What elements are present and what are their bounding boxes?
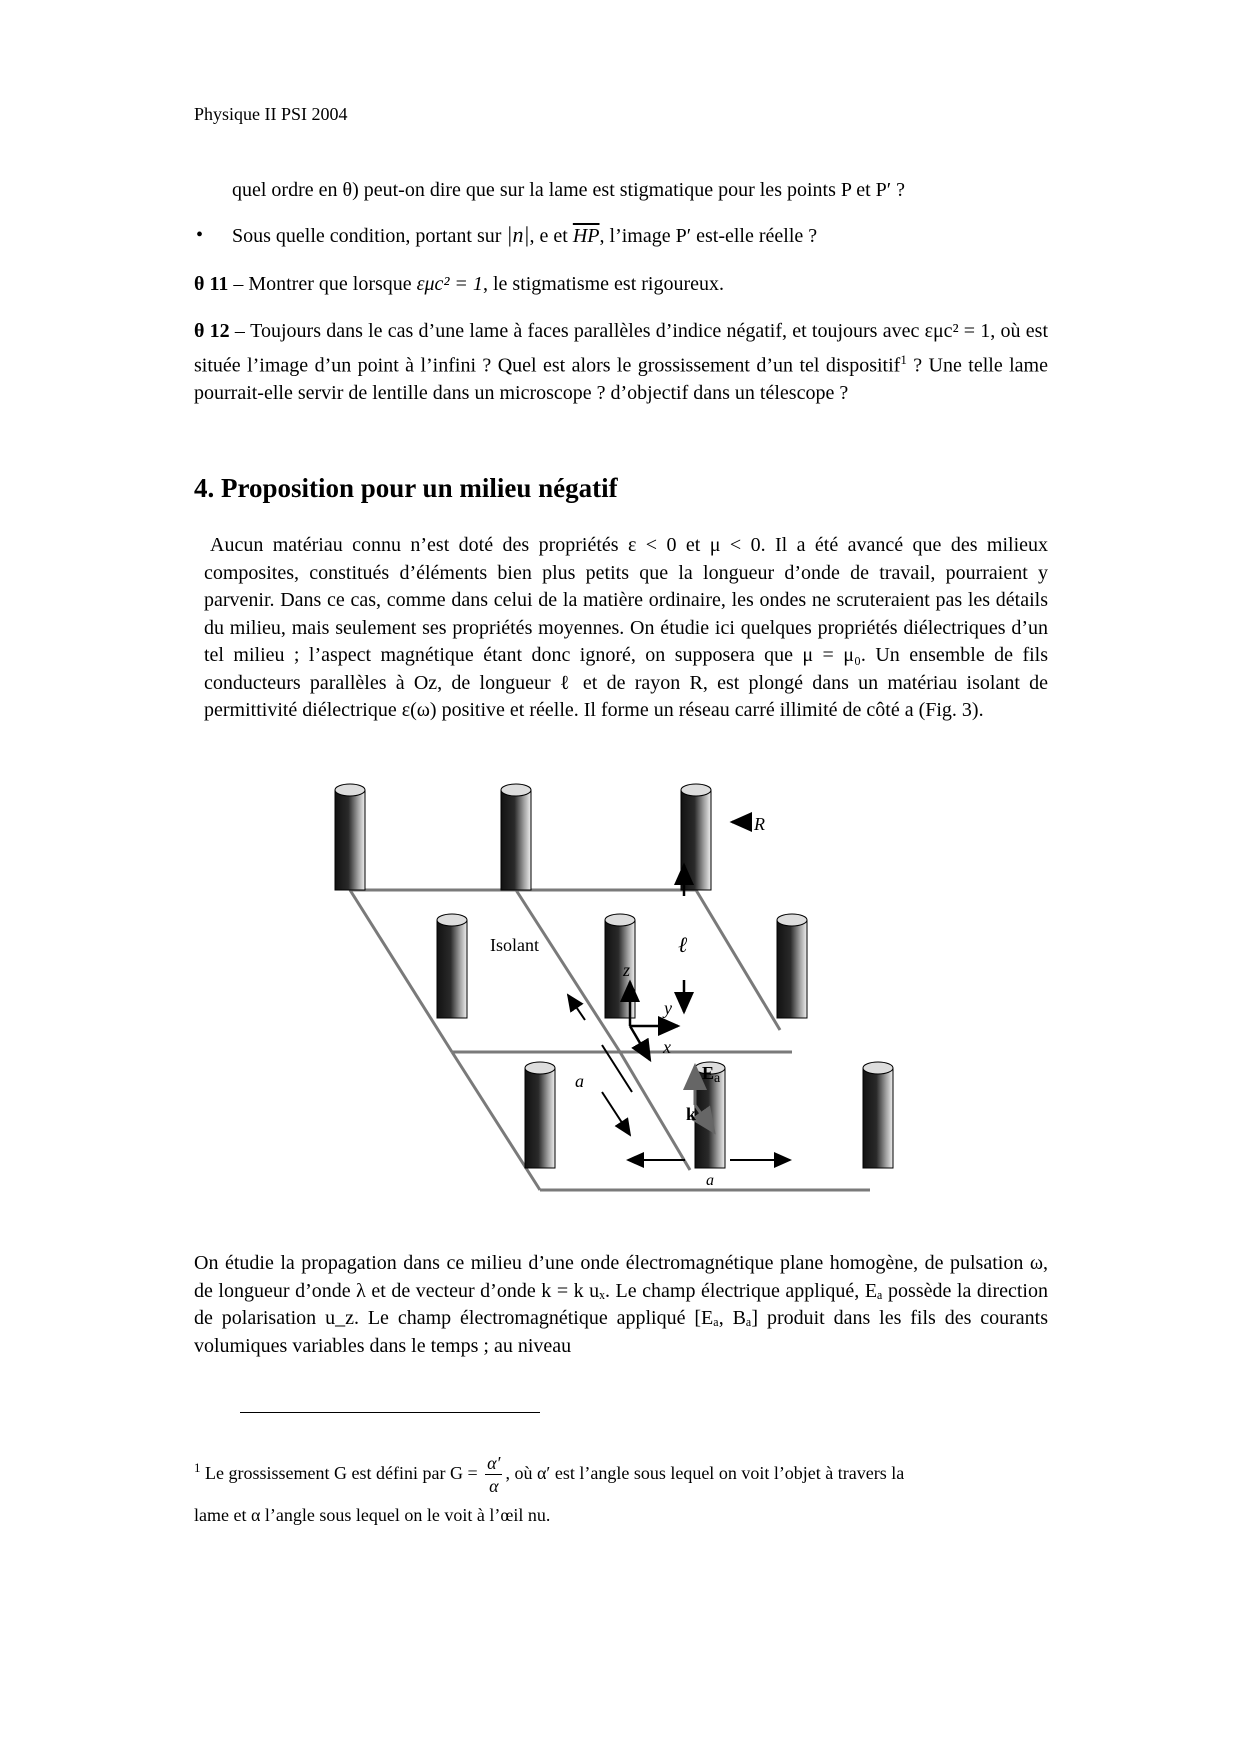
- wire: [525, 1062, 555, 1168]
- wire: [335, 784, 365, 890]
- footnote-line2: lame et α l’angle sous lequel on le voit à l’œil nu.: [194, 1505, 551, 1525]
- a-label-bottom: a: [706, 1172, 714, 1189]
- running-header: Physique II PSI 2004: [194, 104, 348, 124]
- wire: [681, 784, 711, 890]
- l-label: ℓ: [678, 932, 688, 957]
- footnote: $^1$ Le grossissement G est défini par G = $\frac{\alpha'}{\alpha}$ , où α′ est l’angle sous lequel on voit l’objet à travers la: [194, 1453, 905, 1497]
- isolant-label: Isolant: [490, 935, 539, 955]
- ea-label: Ea: [702, 1063, 721, 1086]
- footnote-rule: [240, 1412, 540, 1413]
- wire: [501, 784, 531, 890]
- question-12: θ 12 – Toujours dans le cas d’une lame à faces parallèles d’indice négatif, et toujours avec εμc² = 1, où est située l’image d’un point à l’infini ? Quel est alors le grossissement d’un tel dispositif$^1$ ? Une telle lame pourrait-elle servir de lentille dans un microscope ? d’objectif dans un télescope ?: [194, 320, 1048, 404]
- section-title: 4. Proposition pour un milieu négatif: [194, 473, 618, 503]
- figure-wire-lattice: [330, 770, 910, 1200]
- wire: [863, 1062, 893, 1168]
- segment-hp: $\overline{HP}$: [572, 225, 600, 247]
- continuation-line: quel ordre en θ) peut-on dire que sur la lame est stigmatique pour les points P et P′ ?: [232, 179, 906, 201]
- footnote-ref: 1: [900, 351, 907, 367]
- wire: [777, 914, 807, 1018]
- x-axis-label: x: [663, 1037, 671, 1057]
- bullet-marker: •: [196, 224, 204, 246]
- a-label-diagonal: a: [575, 1071, 584, 1091]
- abs-n: |n|: [506, 222, 530, 247]
- wire: [437, 914, 467, 1018]
- r-label: R: [754, 814, 765, 834]
- intro-paragraph: Aucun matériau connu n’est doté des propriétés ε < 0 et μ < 0. Il a été avancé que des milieux composites, constitués d’éléments bien plus petits que la longueur d’onde de travail, pourraient y parvenir. Dans ce cas, comme dans celui de la matière ordinaire, les ondes ne scruteraient pas les détails du milieu, mais seulement ses propriétés moyennes. On étudie ici quelques propriétés diélectriques d’un tel milieu ; l’aspect magnétique étant donc ignoré, on supposera que μ = μ₀. Un ensemble de fils conducteurs parallèles à Oz, de longueur ℓ et de rayon R, est plongé dans un matériau isolant de permittivité diélectrique ε(ω) positive et réelle. Il forme un réseau carré illimité de côté a (Fig. 3).: [204, 534, 1048, 721]
- k-label: k: [686, 1104, 697, 1124]
- bullet-question: Sous quelle condition, portant sur |n|, e et $\overline{HP}$, l’image P′ est-elle réelle ?: [232, 222, 818, 247]
- y-axis-label: y: [664, 998, 672, 1018]
- question-11: θ 11 – Montrer que lorsque εμc² = 1, le stigmatisme est rigoureux.: [194, 273, 725, 295]
- propagation-paragraph: On étudie la propagation dans ce milieu d’une onde électromagnétique plane homogène, de pulsation ω, de longueur d’onde λ et de vecteur d’onde k = k uₓ. Le champ électrique appliqué, Eₐ possède la direction de polarisation u_z. Le champ électromagnétique appliqué [Eₐ, Bₐ] produit dans les fils des courants volumiques variables dans le temps ; au niveau: [194, 1252, 1048, 1357]
- z-axis-label: z: [623, 960, 631, 980]
